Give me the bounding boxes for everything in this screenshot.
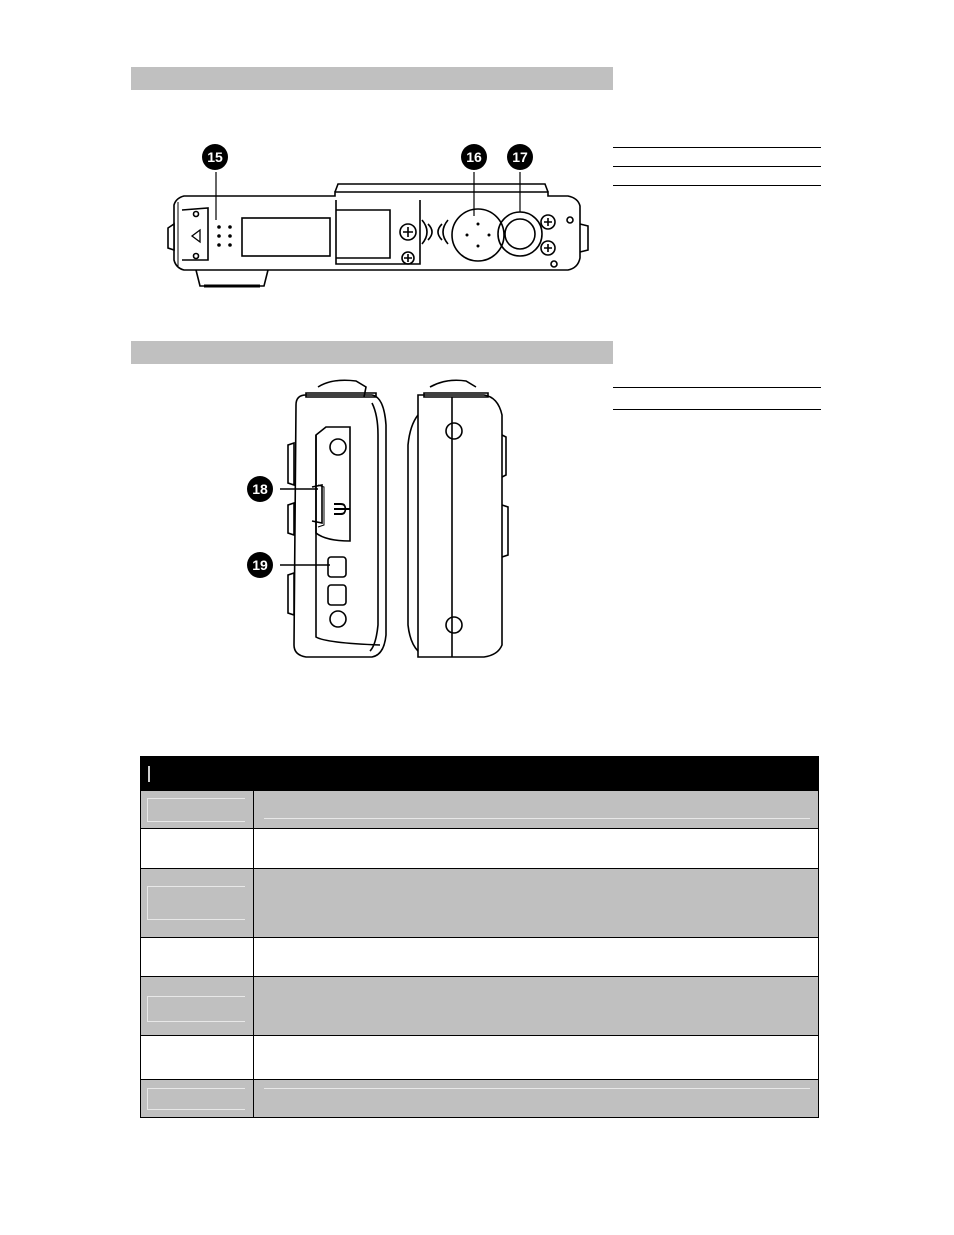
usb-icon: ψ bbox=[327, 501, 352, 517]
table-header bbox=[141, 757, 819, 791]
table-cell-description bbox=[254, 869, 819, 938]
divider-rule bbox=[613, 185, 821, 186]
table-row bbox=[141, 869, 819, 938]
callout-18-label: 18 bbox=[252, 481, 268, 497]
table-cell-label bbox=[141, 1036, 254, 1080]
table-row bbox=[141, 1036, 819, 1080]
divider-rule bbox=[613, 166, 821, 167]
table-row bbox=[141, 938, 819, 977]
callout-16-label: 16 bbox=[466, 149, 482, 165]
table-cell-description bbox=[254, 1080, 819, 1118]
parts-table bbox=[140, 756, 819, 1118]
callout-19-label: 19 bbox=[252, 557, 268, 573]
table-cell-label bbox=[141, 791, 254, 829]
divider-rule bbox=[613, 147, 821, 148]
table-cell-description bbox=[254, 938, 819, 977]
table-cell-label bbox=[141, 829, 254, 869]
table-cell-label bbox=[141, 938, 254, 977]
camera-side-view-diagram bbox=[240, 375, 520, 665]
callout-15-label: 15 bbox=[207, 149, 223, 165]
table-cell-description bbox=[254, 977, 819, 1036]
table-cell-description bbox=[254, 1036, 819, 1080]
table-cell-description bbox=[254, 829, 819, 869]
divider-rule bbox=[613, 409, 821, 410]
section-bar-bottom-view bbox=[131, 67, 613, 90]
callout-17-label: 17 bbox=[512, 149, 528, 165]
table-cell-label bbox=[141, 1080, 254, 1118]
divider-rule bbox=[613, 387, 821, 388]
table-cell-description bbox=[254, 791, 819, 829]
table-row bbox=[141, 829, 819, 869]
table-row bbox=[141, 1080, 819, 1118]
table-header-row bbox=[141, 757, 819, 791]
section-bar-side-view bbox=[131, 341, 613, 364]
camera-bottom-view-diagram bbox=[160, 140, 600, 290]
table-cell-label bbox=[141, 869, 254, 938]
table-row bbox=[141, 977, 819, 1036]
table-cell-label bbox=[141, 977, 254, 1036]
table-row bbox=[141, 791, 819, 829]
